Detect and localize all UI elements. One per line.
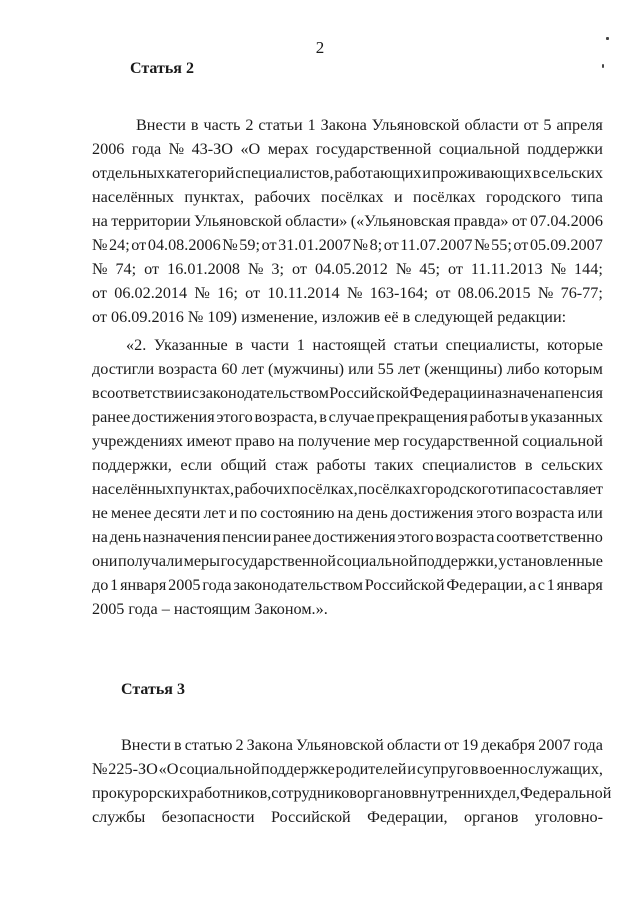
text-line: от 06.02.2014 № 16; от 10.11.2014 № 163-164; от 08.06.2015 № 76-77; — [92, 284, 603, 302]
text-line: до 1 января 2005 года законодательством Российской Федерации, а с 1 января — [92, 576, 603, 594]
text-line: 2005 года – настоящим Законом.». — [92, 600, 328, 618]
text-line: отдельных категорий специалистов, работающих и проживающих в сельских — [92, 164, 603, 182]
page-number: 2 — [315, 38, 325, 57]
text-line: «2. Указанные в части 1 настоящей статьи специалисты, которые — [126, 336, 603, 354]
text-line: учреждениях имеют право на получение мер государственной социальной — [92, 432, 603, 450]
text-line: поддержки, если общий стаж работы таких специалистов в сельских — [92, 456, 603, 474]
text-line: на территории Ульяновской области» («Ульяновская правда» от 07.04.2006 — [92, 212, 603, 230]
text-line: ранее достижения этого возраста, в случае прекращения работы в указанных — [92, 408, 603, 426]
text-line: на день назначения пенсии ранее достижения этого возраста соответственно — [92, 528, 603, 546]
text-line: не менее десяти лет и по состоянию на день достижения этого возраста или — [92, 504, 603, 522]
article-3-heading: Статья 3 — [121, 681, 185, 698]
text-line: населённых пунктах, рабочих посёлках и посёлках городского типа — [92, 188, 603, 206]
text-line: они получали меры государственной социальной поддержки, установленные — [92, 552, 603, 570]
text-line: № 24; от 04.08.2006 № 59; от 31.01.2007 № 8; от 11.07.2007 № 55; от 05.09.2007 — [92, 236, 603, 254]
article-2-heading: Статья 2 — [130, 60, 194, 77]
text-line: достигли возраста 60 лет (мужчины) или 55 лет (женщины) либо которым — [92, 360, 603, 378]
text-line: Внести в часть 2 статьи 1 Закона Ульяновской области от 5 апреля — [136, 116, 603, 134]
text-line: в соответствии с законодательством Российской Федерации назначена пенсия — [92, 384, 603, 402]
text-line: № 225-ЗО «О социальной поддержке родителей и супругов военнослужащих, — [92, 760, 603, 778]
text-line: службы безопасности Российской Федерации, органов уголовно- — [92, 808, 603, 826]
scan-speck — [606, 37, 609, 40]
text-line: от 06.09.2016 № 109) изменение, изложив её в следующей редакции: — [92, 308, 567, 326]
text-line: № 74; от 16.01.2008 № 3; от 04.05.2012 № 45; от 11.11.2013 № 144; — [92, 260, 603, 278]
text-line: прокурорских работников, сотрудников органов внутренних дел, Федеральной — [92, 784, 612, 802]
text-line: Внести в статью 2 Закона Ульяновской области от 19 декабря 2007 года — [121, 736, 603, 754]
text-line: населённых пунктах, рабочих посёлках, посёлках городского типа составляет — [92, 480, 603, 498]
scan-speck — [602, 64, 604, 68]
text-line: 2006 года № 43-ЗО «О мерах государственной социальной поддержки — [92, 140, 603, 158]
